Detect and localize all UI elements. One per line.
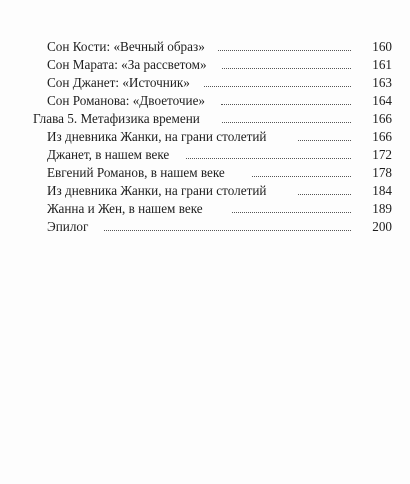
toc-page-number: 178 [372, 165, 392, 180]
toc-page-number: 172 [372, 147, 392, 162]
toc-dot-leader [252, 176, 351, 177]
toc-entry-title: Жанна и Жен, в нашем веке [47, 200, 207, 218]
toc-dot-leader [222, 122, 351, 123]
toc-page-number: 160 [372, 39, 392, 54]
toc-entry [0, 128, 410, 146]
toc-page-number: 166 [372, 111, 392, 126]
toc-chapter [0, 110, 410, 128]
toc-dot-leader [218, 50, 351, 51]
toc-entry-title: Сон Марата: «За рассветом» [47, 56, 211, 74]
toc-entry-title: Евгений Романов, в нашем веке [47, 164, 229, 182]
toc-entry [0, 164, 410, 182]
toc-entry [0, 38, 410, 56]
toc-entry-title: Джанет, в нашем веке [47, 146, 173, 164]
toc-entry [0, 218, 410, 236]
toc-entry-title: Из дневника Жанки, на грани столетий [47, 128, 270, 146]
toc-dot-leader [222, 68, 351, 69]
toc-dot-leader [221, 104, 351, 105]
toc-page-number: 200 [372, 219, 392, 234]
toc-page-number: 163 [372, 75, 392, 90]
toc-entry [0, 182, 410, 200]
toc-page-number: 184 [372, 183, 392, 198]
toc-entry [0, 146, 410, 164]
toc-entry [0, 200, 410, 218]
toc-dot-leader [104, 230, 351, 231]
toc-entry [0, 74, 410, 92]
toc-dot-leader [298, 140, 351, 141]
toc-entry-title: Сон Кости: «Вечный образ» [47, 38, 209, 56]
toc-entry-title: Эпилог [47, 218, 92, 236]
toc-dot-leader [186, 158, 351, 159]
toc-entry [0, 56, 410, 74]
toc-page-number: 166 [372, 129, 392, 144]
toc-dot-leader [232, 212, 351, 213]
toc-entry-title: Из дневника Жанки, на грани столетий [47, 182, 270, 200]
toc-entry-title: Сон Романова: «Двоеточие» [47, 92, 209, 110]
toc-entry-title: Сон Джанет: «Источник» [47, 74, 194, 92]
toc-page-number: 161 [372, 57, 392, 72]
toc-dot-leader [298, 194, 351, 195]
toc-page-number: 164 [372, 93, 392, 108]
toc-page-number: 189 [372, 201, 392, 216]
toc-entry [0, 92, 410, 110]
toc-dot-leader [204, 86, 351, 87]
toc-chapter-title: Глава 5. Метафизика времени [33, 110, 204, 128]
